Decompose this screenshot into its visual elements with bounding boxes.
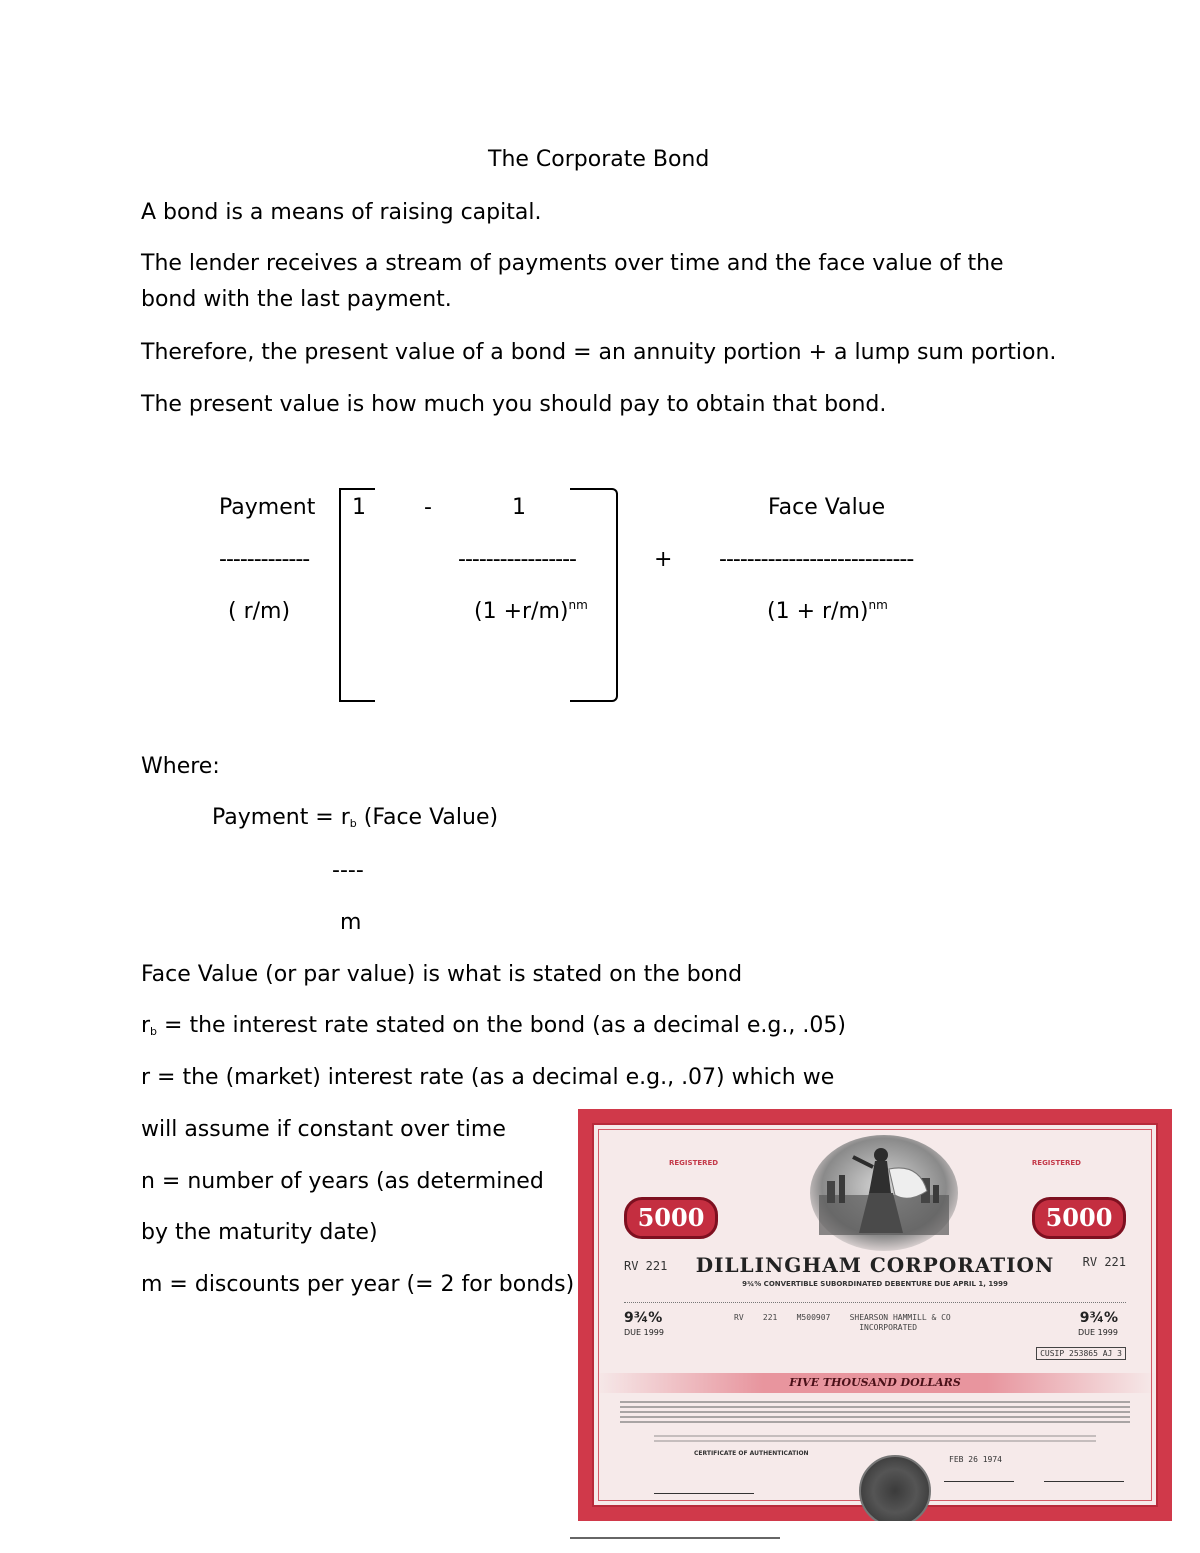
due-date-right: DUE 1999 [1078,1328,1118,1337]
formula-minus: - [424,495,432,520]
fine-print-line [654,1435,1096,1437]
serial-number-right: RV 221 [1082,1255,1126,1269]
formula-inner-denominator: $(1 +r/m)^{nm}$ [474,598,588,624]
allegorical-vignette-illustration [809,1133,959,1253]
formula-face-value-denominator: $(1 + r/m)^{nm}$ [767,598,888,624]
fine-print-line [620,1411,1130,1413]
formula-payment-fraction-line: ------------- [219,547,310,572]
denomination-badge-left: 5000 [624,1197,718,1239]
corporate-seal [859,1455,931,1521]
right-bracket [570,488,618,702]
company-name: DILLINGHAM CORPORATION [695,1253,1055,1277]
definition-r-line-1: r = the (market) interest rate (as a decimal e.g., .07) which we [141,1065,835,1090]
registered-label-left: REGISTERED [669,1159,719,1167]
paragraph-how-much: The present value is how much you should pay to obtain that bond. [141,392,887,417]
definition-face-value: Face Value (or par value) is what is stated on the bond [141,962,743,987]
fine-print-line [620,1401,1130,1403]
registered-label-right: REGISTERED [1031,1159,1081,1167]
definition-rb: $r_b$ = the interest rate stated on the bond (as a decimal e.g., .05) [141,1013,846,1038]
definition-n-line-1: n = number of years (as determined [141,1169,544,1194]
formula-one: 1 [352,495,366,520]
debenture-subtitle: 9¾% CONVERTIBLE SUBORDINATED DEBENTURE DUE APRIL 1, 1999 [742,1280,1008,1288]
formula-plus: + [654,547,673,572]
formula-payment: Payment [219,495,316,520]
denomination-badge-right: 5000 [1032,1197,1126,1239]
fine-print-line [620,1416,1130,1418]
definition-r-line-2: will assume if constant over time [141,1117,506,1142]
due-date-left: DUE 1999 [624,1328,664,1337]
coupon-rate-right: 9¾% [1079,1310,1118,1326]
fine-print-line [654,1440,1096,1442]
issue-date: FEB 26 1974 [949,1455,1002,1464]
where-label: Where: [141,754,220,779]
coupon-rate-left: 9¾% [624,1310,663,1326]
paragraph-definition: A bond is a means of raising capital. [141,200,542,225]
authentication-label: CERTIFICATE OF AUTHENTICATION [694,1450,809,1457]
serial-number-left: RV 221 [624,1259,668,1273]
bond-certificate-image [578,1109,1172,1521]
signature-line [944,1481,1014,1482]
amount-in-words-band: FIVE THOUSAND DOLLARS [594,1373,1156,1393]
payment-fraction-line: ---- [332,858,364,883]
typed-holder-info: RV 221 M500907 SHEARSON HAMMILL & CO INCORPORATED [734,1313,951,1332]
signature-line [654,1493,754,1494]
signature-line [1044,1481,1124,1482]
paragraph-lender-2: bond with the last payment. [141,287,452,312]
formula-face-value: Face Value [768,495,886,520]
payment-denominator-m: m [340,910,362,935]
payment-definition: Payment = $r_b$ (Face Value) [212,805,499,830]
fine-print-line [620,1406,1130,1408]
definition-m: m = discounts per year (= 2 for bonds) [141,1272,575,1297]
paragraph-present-value: Therefore, the present value of a bond = an annuity portion + a lump sum portion. [141,340,1057,365]
formula-payment-denominator: ( r/m) [228,599,291,624]
formula-face-value-fraction-line: ---------------------------- [719,547,914,572]
fine-print-line [620,1421,1130,1423]
formula-inner-numerator: 1 [512,495,526,520]
cusip-number: CUSIP 253865 AJ 3 [1036,1347,1126,1360]
footer-rule [570,1537,780,1539]
definition-n-line-2: by the maturity date) [141,1220,378,1245]
certificate-paper [592,1123,1158,1507]
page-title: The Corporate Bond [488,147,710,172]
script-text-line [624,1292,1126,1303]
formula-inner-fraction-line: ----------------- [458,547,576,572]
paragraph-lender-1: The lender receives a stream of payments over time and the face value of the [141,251,1004,276]
